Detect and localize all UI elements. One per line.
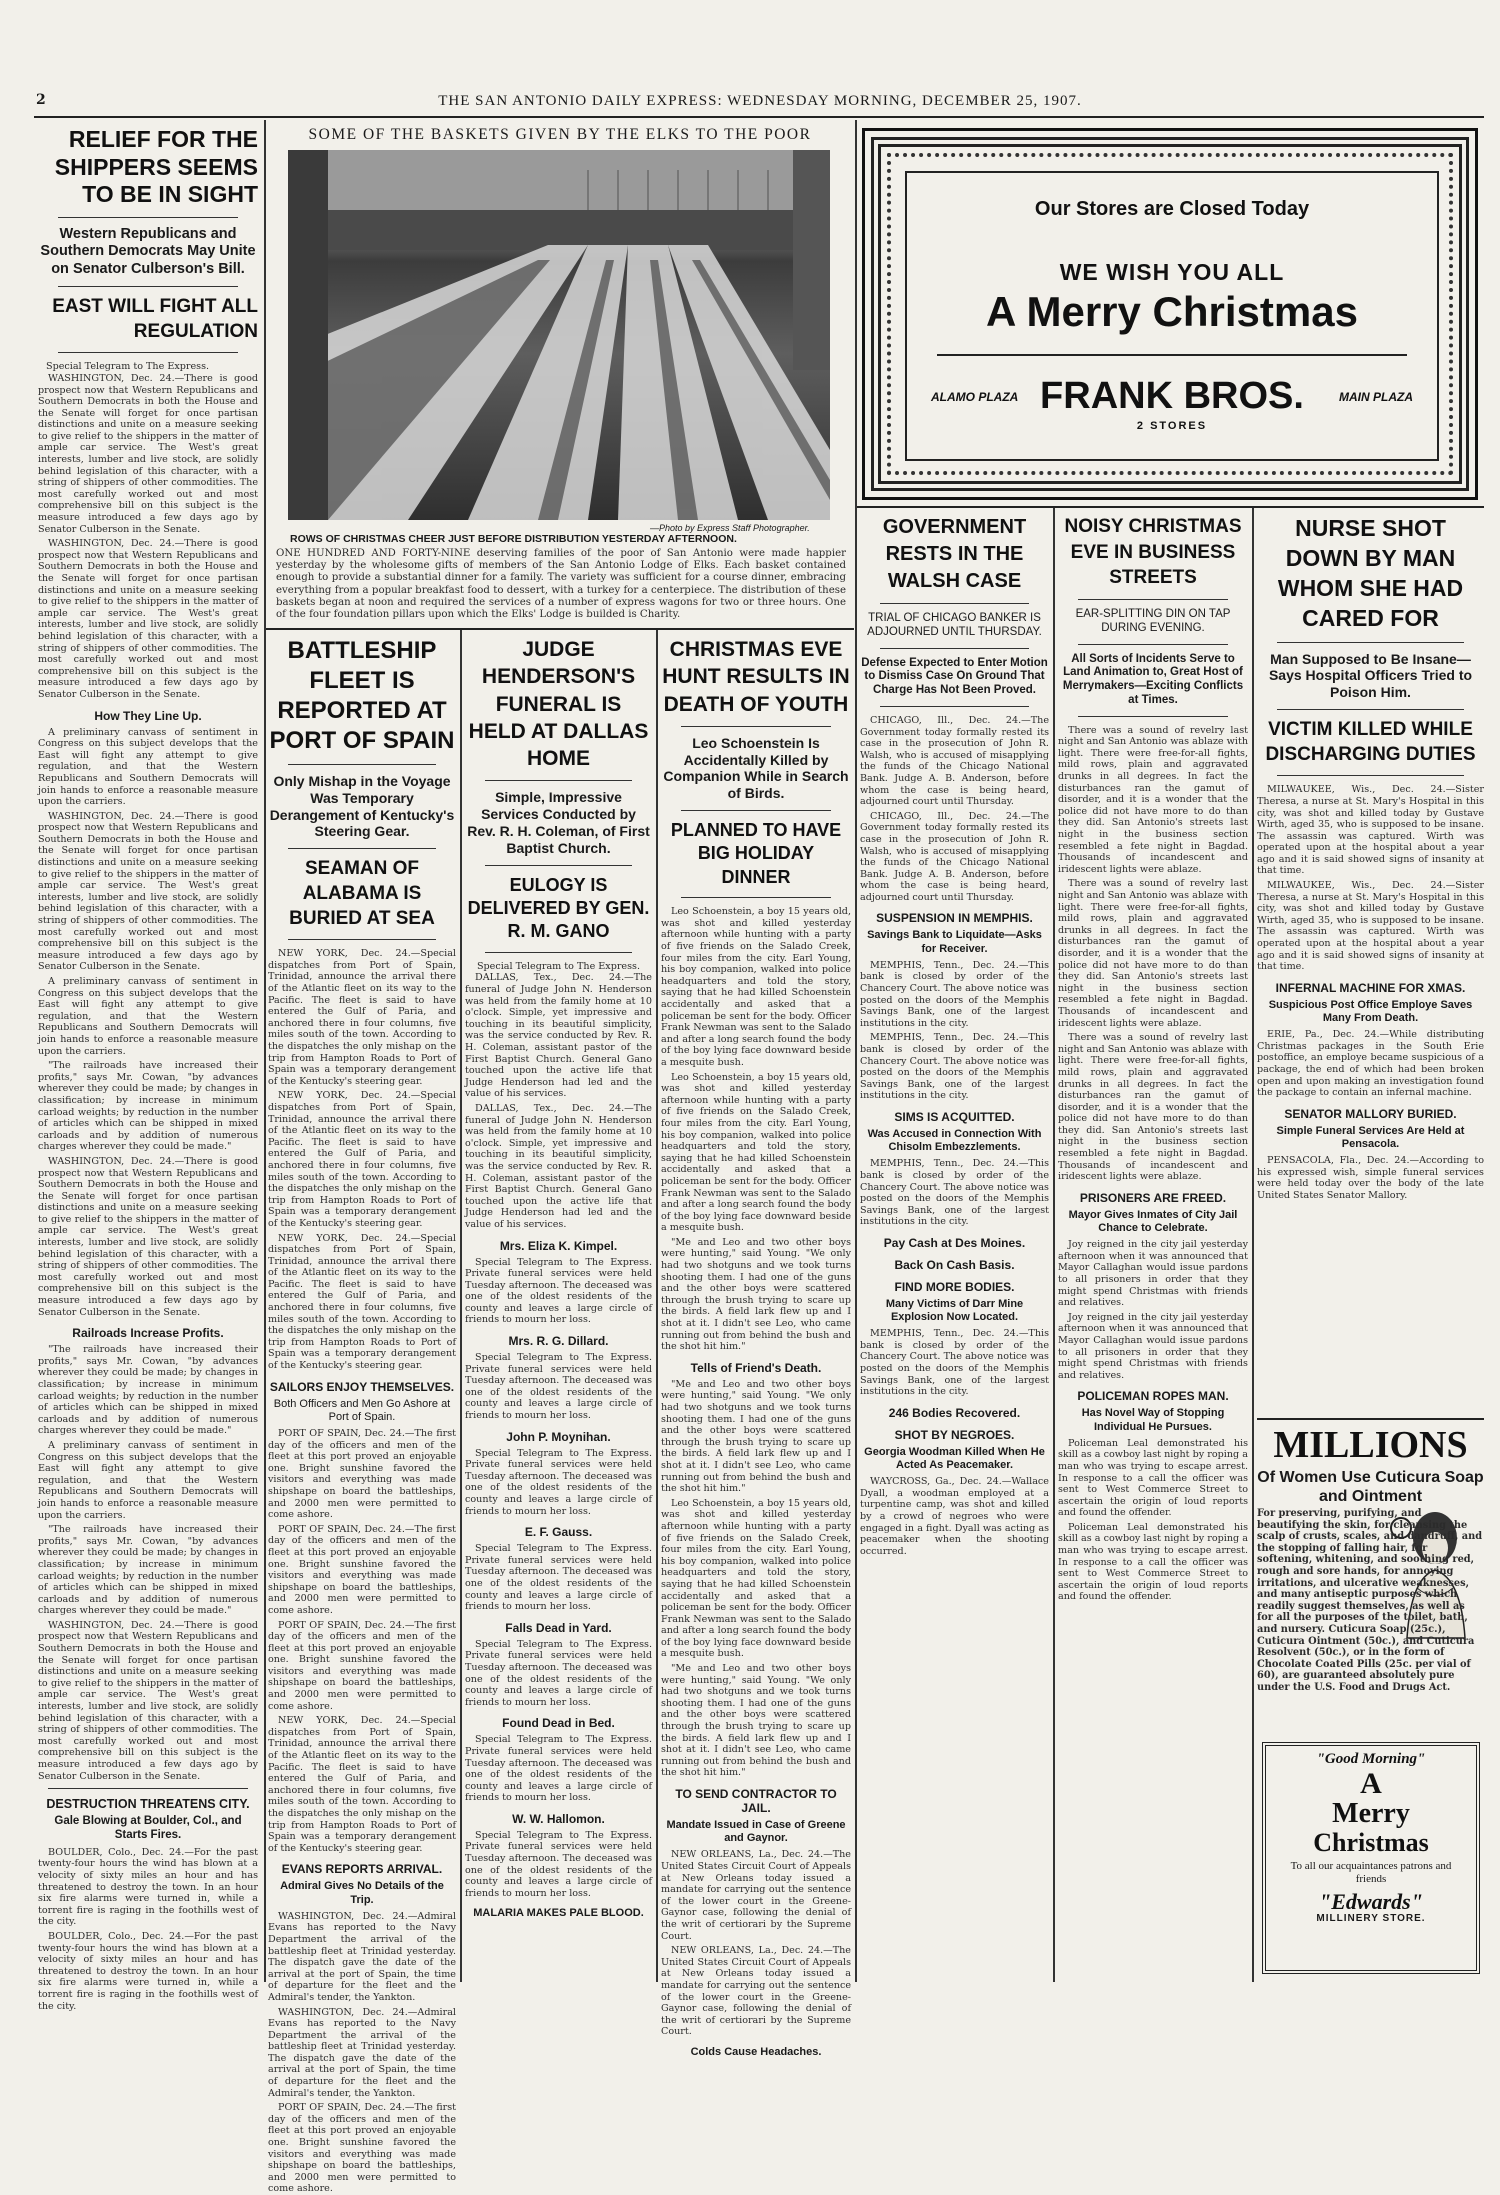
ad-closed-today: Our Stores are Closed Today — [1034, 198, 1310, 220]
deck-prisoners: Mayor Gives Inmates of City Jail Chance to Celebrate. — [1068, 1208, 1238, 1235]
subhead-sailors: SAILORS ENJOY THEMSELVES. — [269, 1379, 455, 1394]
story-sims-body: MEMPHIS, Tenn., Dec. 24.—This bank is closed by order of the Chancery Court. The above notice was posted on the doors of the Memphis Savings Bank, one of the largest institutions in the city. — [860, 1158, 1049, 1228]
photo-story: ONE HUNDRED AND FORTY-NINE deserving families of the poor of San Antonio were made happier yesterday by the wholesome gifts of members of the San Antonio Lodge of Elks. Each basket contained enough to provide a substantial dinner for a family. The variety was sufficient for a course dinner, embracing everything from a popular breakfast food to dessert, with a turkey for a centerpiece. The distribution of these baskets began at noon and required the services of a number of express wagons for two or three hours. One of the four foundation pillars upon which the Elks' Lodge is builded is Charity. — [276, 548, 846, 621]
story-kimpel-body: Special Telegram to The Express. Private funeral services were held Tuesday afternoon. The deceased was one of the oldest residents of the county and leaves a large circle of friends to mourn her loss. — [465, 1256, 652, 1326]
column-noisy-christmas — [1058, 514, 1248, 1982]
column-christmas-hunt — [661, 636, 851, 2058]
story-bodies-body: MEMPHIS, Tenn., Dec. 24.—This bank is closed by order of the Chancery Court. The above notice was posted on the doors of the Memphis Savings Bank, one of the largest institutions in the city. — [860, 1328, 1049, 1398]
deck-relief: Western Republicans and Southern Democrats May Unite on Senator Culberson's Bill. — [40, 225, 256, 277]
edwards-a: A — [1360, 1766, 1382, 1800]
subhead-prisoners: PRISONERS ARE FREED. — [1079, 1190, 1227, 1205]
column-walsh-case — [860, 514, 1049, 1982]
deck-hunt: Leo Schoenstein Is Accidentally Killed by Companion While in Search of Birds. — [663, 734, 849, 802]
deck-judge: Simple, Impressive Services Conducted by Rev. R. H. Coleman, of First Baptist Church. — [467, 789, 650, 856]
photo-caption: ROWS OF CHRISTMAS CHEER JUST BEFORE DISTRIBUTION YESTERDAY AFTERNOON. — [290, 533, 737, 545]
column-battleship-fleet — [268, 636, 456, 2195]
story-noisy-body: There was a sound of revelry last night and San Antonio was ablaze with light. There were free-for-all fights, mild rows, plain and aggravated drunks in all degrees. In fact the disturbances ran the gamut of disorder, and it is a wonder that the police did not have more to do than they did. San Antonio's streets last night in the business section resembled a fete night in Bagdad. Thousands of incandescent and iridescent lights were ablaze. There was a sound of revelry last night and San Antonio was ablaze with light. There were free-for-all fights, mild rows, plain and aggravated drunks in all degrees. In fact the disturbances ran the gamut of disorder, and it is a wonder that the police did not have more to do than they did. San Antonio's streets last night in the business section resembled a fete night in Bagdad. Thousands of incandescent and iridescent lights were ablaze. There was a sound of revelry last night and San Antonio was ablaze with light. There were free-for-all fights, mild rows, plain and aggravated drunks in all degrees. In fact the disturbances ran the gamut of disorder, and it is a wonder that the police did not have more to do than they did. San Antonio's streets last night in the business section resembled a fete night in Bagdad. Thousands of incandescent and iridescent lights were ablaze. — [1058, 724, 1248, 1183]
deck-sims: Was Accused in Connection With Chisolm Embezzlements. — [867, 1127, 1042, 1154]
headline-judge: JUDGE HENDERSON'S FUNERAL IS HELD AT DALLAS HOME — [468, 638, 649, 771]
headline-destruction: DESTRUCTION THREATENS CITY. — [46, 1797, 250, 1812]
ad-merry-christmas: A Merry Christmas — [986, 288, 1358, 336]
story-moynihan-body: Special Telegram to The Express. Private funeral services were held Tuesday afternoon. The deceased was one of the oldest residents of the county and leaves a large circle of friends to mourn her loss. — [465, 1447, 652, 1517]
story-judge-body: DALLAS, Tex., Dec. 24.—The funeral of Judge John N. Henderson was held from the family home at 10 o'clock. Simple, yet impressive and touching in its beautiful simplicity, was the service conducted by Rev. R. H. Coleman, assistant pastor of the First Baptist Church. General Gano touched upon the active life that Judge Henderson had led and the value of his services. DALLAS, Tex., Dec. 24.—The funeral of Judge John N. Henderson was held from the family home at 10 o'clock. Simple, yet impressive and touching in its beautiful simplicity, was the service conducted by Rev. R. H. Coleman, assistant pastor of the First Baptist Church. General Gano touched upon the active life that Judge Henderson had led and the value of his services. — [465, 972, 652, 1230]
subhead-more-bodies: FIND MORE BODIES. — [894, 1279, 1015, 1294]
deck-mallory: Simple Funeral Services Are Held at Pensacola. — [1276, 1124, 1465, 1150]
subhead-shot-negroes: SHOT BY NEGROES. — [894, 1427, 1015, 1442]
ad-two-stores: 2 STORES — [1136, 420, 1208, 432]
story-hunt-body: Leo Schoenstein, a boy 15 years old, was shot and killed yesterday afternoon while hunting with a party of five friends on the Salado Creek, four miles from the city. Earl Young, his boy companion, walked into police headquarters and told the story, saying that he had killed Schoenstein accidentally and asked that a policeman be sent for the body. Officer Frank Newman was sent to the Salado and after a long search found the body of the boy lying face downward beside a mesquite bush. Leo Schoenstein, a boy 15 years old, was shot and killed yesterday afternoon while hunting with a party of five friends on the Salado Creek, four miles from the city. Earl Young, his boy companion, walked into police headquarters and told the story, saying that he had killed Schoenstein accidentally and asked that a policeman be sent for the body. Officer Frank Newman was sent to the Salado and after a long search found the body of the boy lying face downward beside a mesquite bush. "Me and Leo and two other boys were hunting," said Young. "We only had two shotguns and we took turns shooting them. I had one of the guns and the other boys were scattered through the brush trying to scare up the birds. A field lark flew up and I shot at it. I didn't see Leo, who came running out from behind the bush and the shot hit him." — [661, 906, 851, 1353]
story-contractor-body: NEW ORLEANS, La., Dec. 24.—The United States Circuit Court of Appeals at New Orleans today issued a mandate for carrying out the sentence of the lower court in the Greene-Gaynor case, following the denial of the writ of certiorari by the Supreme Court. NEW ORLEANS, La., Dec. 24.—The United States Circuit Court of Appeals at New Orleans today issued a mandate for carrying out the sentence of the lower court in the Greene-Gaynor case, following the denial of the writ of certiorari by the Supreme Court. — [661, 1849, 851, 2038]
story-friends-death-body: "Me and Leo and two other boys were hunting," said Young. "We only had two shotguns and we took turns shooting them. I had one of the guns and the other boys were scattered through the brush trying to scare up the birds. A field lark flew up and I shot at it. I didn't see Leo, who came running out from behind the bush and the shot hit him." Leo Schoenstein, a boy 15 years old, was shot and killed yesterday afternoon while hunting with a party of five friends on the Salado Creek, four miles from the city. Earl Young, his boy companion, walked into police headquarters and told the story, saying that he had killed Schoenstein accidentally and asked that a policeman be sent for the body. Officer Frank Newman was sent to the Salado and after a long search found the body of the boy lying face downward beside a mesquite bush. "Me and Leo and two other boys were hunting," said Young. "We only had two shotguns and we took turns shooting them. I had one of the guns and the other boys were scattered through the brush trying to scare up the birds. A field lark flew up and I shot at it. I didn't see Leo, who came running out from behind the bush and the shot hit him." — [661, 1378, 851, 1779]
deck-fleet: Only Mishap in the Voyage Was Temporary Derangement of Kentucky's Steering Gear. — [269, 773, 455, 840]
headline-east-fight: EAST WILL FIGHT ALL REGULATION — [52, 295, 258, 342]
subhead-sims: SIMS IS ACQUITTED. — [894, 1109, 1015, 1124]
column-divider — [656, 630, 658, 1982]
story-relief-body: WASHINGTON, Dec. 24.—There is good prospect now that Western Republicans and Southern Democrats in both the House and the Senate will forget for once partisan distinctions and unite on a measure seeking to give relief to the shippers in the matter of ample car service. The West's great interests, lumber and live stock, are solidly behind legislation of this character, with a string of shippers of other commodities. The most carefully worked out and most comprehensive bill on this subject is the measure introduced a few days ago by Senator Culberson in the Senate. WASHINGTON, Dec. 24.—There is good prospect now that Western Republicans and Southern Democrats in both the House and the Senate will forget for once partisan distinctions and unite on a measure seeking to give relief to the shippers in the matter of ample car service. The West's great interests, lumber and live stock, are solidly behind legislation of this character, with a string of shippers of other commodities. The most carefully worked out and most comprehensive bill on this subject is the measure introduced a few days ago by Senator Culberson in the Senate. — [38, 372, 258, 700]
story-fleet-body: NEW YORK, Dec. 24.—Special dispatches from Port of Spain, Trinidad, announce the arrival there of the Atlantic fleet on its way to the Pacific. The fleet is said to have entered the Gulf of Paria, and anchored there in four columns, five miles south of the town. According to the dispatches the only mishap on the trip from Hampton Roads to Port of Spain was a temporary derangement of the Kentucky's steering gear. NEW YORK, Dec. 24.—Special dispatches from Port of Spain, Trinidad, announce the arrival there of the Atlantic fleet on its way to the Pacific. The fleet is said to have entered the Gulf of Paria, and anchored there in four columns, five miles south of the town. According to the dispatches the only mishap on the trip from Hampton Roads to Port of Spain was a temporary derangement of the Kentucky's steering gear. NEW YORK, Dec. 24.—Special dispatches from Port of Spain, Trinidad, announce the arrival there of the Atlantic fleet on its way to the Pacific. The fleet is said to have entered the Gulf of Paria, and anchored there in four columns, five miles south of the town. According to the dispatches the only mishap on the trip from Hampton Roads to Port of Spain was a temporary derangement of the Kentucky's steering gear. — [268, 948, 456, 1372]
cuticura-ad — [1257, 1418, 1484, 1740]
headline-noisy: NOISY CHRISTMAS EVE IN BUSINESS STREETS — [1064, 516, 1242, 589]
deck-contractor: Mandate Issued in Case of Greene and Gaynor. — [666, 1819, 846, 1845]
story-gauss-body: Special Telegram to The Express. Private funeral services were held Tuesday afternoon. The deceased was one of the oldest residents of the county and leaves a large circle of friends to mourn her loss. — [465, 1543, 652, 1613]
subhead-moynihan: John P. Moynihan. — [506, 1429, 611, 1444]
story-sailors-body: PORT OF SPAIN, Dec. 24.—The first day of the officers and men of the fleet at this port proved an enjoyable one. Bright sunshine favored the visitors and everything was made shipshape on board the battleships, and 2000 men were permitted to come ashore. PORT OF SPAIN, Dec. 24.—The first day of the officers and men of the fleet at this port proved an enjoyable one. Bright sunshine favored the visitors and everything was made shipshape on board the battleships, and 2000 men were permitted to come ashore. PORT OF SPAIN, Dec. 24.—The first day of the officers and men of the fleet at this port proved an enjoyable one. Bright sunshine favored the visitors and everything was made shipshape on board the battleships, and 2000 men were permitted to come ashore. NEW YORK, Dec. 24.—Special dispatches from Port of Spain, Trinidad, announce the arrival there of the Atlantic fleet on its way to the Pacific. The fleet is said to have entered the Gulf of Paria, and anchored there in four columns, five miles south of the town. According to the dispatches the only mishap on the trip from Hampton Roads to Port of Spain was a temporary derangement of the Kentucky's steering gear. — [268, 1428, 456, 1854]
story-profits-body: "The railroads have increased their profits," says Mr. Cowan, "by advances wherever they could be made; by changes in classification; by increase in minimum carload weights; by reduction in the number of articles which can be shipped in mixed carloads and by addition of numerous charges wherever they could be made." A preliminary canvass of sentiment in Congress on this subject develops that the East will fight any attempt to give regulation, and that the Western Republicans and Southern Democrats will join hands to enforce a reasonable measure upon the carriers. "The railroads have increased their profits," says Mr. Cowan, "by advances wherever they could be made; by changes in classification; by increase in minimum carload weights; by reduction in the number of articles which can be shipped in mixed carloads and by addition of numerous charges wherever they could be made." WASHINGTON, Dec. 24.—There is good prospect now that Western Republicans and Southern Democrats in both the House and the Senate will forget for once partisan distinctions and unite on a measure seeking to give relief to the shippers in the matter of ample car service. The West's great interests, lumber and live stock, are solidly behind legislation of this character, with a string of shippers of other commodities. The most carefully worked out and most comprehensive bill on this subject is the measure introduced a few days ago by Senator Culberson in the Senate. — [38, 1344, 258, 1782]
deck-walsh: TRIAL OF CHICAGO BANKER IS ADJOURNED UNTIL THURSDAY. — [867, 612, 1042, 638]
deck-walsh-2: Defense Expected to Enter Motion to Dismiss Case On Ground That Charge Has Not Been Proved. — [861, 656, 1048, 697]
cuticura-body: For preserving, purifying, and beautifying the skin, for cleansing the scalp of crusts, scales, and dandruff, and the stopping of falling hair, for softening, whitening, and soothing red, rough and sore hands, for annoying irritations, and ulcerative weaknesses, and many antiseptic purposes which readily suggest themselves, as well as for all the purposes of the toilet, bath, and nursery. Cuticura Soap (25c.), Cuticura Ointment (50c.), and Cuticura Resolvent (50c.), or in the form of Chocolate Coated Pills (25c. per vial of 60), are guaranteed absolutely pure under the U.S. Food and Drugs Act. — [1257, 1508, 1483, 1693]
elks-baskets-photo — [288, 150, 830, 520]
edwards-name: "Edwards" — [1319, 1889, 1423, 1915]
headline-eulogy: EULOGY IS DELIVERED BY GEN. R. M. GANO — [467, 874, 650, 942]
subhead-friends-death: Tells of Friend's Death. — [690, 1360, 822, 1375]
headline-fleet: BATTLESHIP FLEET IS REPORTED AT PORT OF SPAIN — [269, 637, 455, 754]
subhead-found-dead: Found Dead in Bed. — [502, 1716, 615, 1731]
ad-main-plaza: MAIN PLAZA — [1339, 390, 1413, 404]
story-line-up-body: A preliminary canvass of sentiment in Congress on this subject develops that the East will fight any attempt to give regulation, and that the Western Republicans and Southern Democrats will join hands to enforce a reasonable measure upon the carriers. WASHINGTON, Dec. 24.—There is good prospect now that Western Republicans and Southern Democrats in both the House and the Senate will forget for once partisan distinctions and unite on a measure seeking to give relief to the shippers in the matter of ample car service. The West's great interests, lumber and live stock, are solidly behind legislation of this character, with a string of shippers of other commodities. The most carefully worked out and most comprehensive bill on this subject is the measure introduced a few days ago by Senator Culberson in the Senate. A preliminary canvass of sentiment in Congress on this subject develops that the East will fight any attempt to give regulation, and that the Western Republicans and Southern Democrats will join hands to enforce a reasonable measure upon the carriers. "The railroads have increased their profits," says Mr. Cowan, "by advances wherever they could be made; by changes in classification; by increase in minimum carload weights; by reduction in the number of articles which can be shipped in mixed carloads and by addition of numerous charges wherever they could be made." WASHINGTON, Dec. 24.—There is good prospect now that Western Republicans and Southern Democrats in both the House and the Senate will forget for once partisan distinctions and unite on a measure seeking to give relief to the shippers in the matter of ample car service. The West's great interests, lumber and live stock, are solidly behind legislation of this character, with a string of shippers of other commodities. The most carefully worked out and most comprehensive bill on this subject is the measure introduced a few days ago by Senator Culberson in the Senate. — [38, 726, 258, 1318]
cuticura-headline: MILLIONS — [1273, 1424, 1468, 1466]
story-shot-body: WAYCROSS, Ga., Dec. 24.—Wallace Dyall, a woodman employed at a turpentine camp, was shot and killed by a crowd of negroes who were engaged in a fight. Dyall was acting as peacemaker when the shooting occurred. — [860, 1476, 1049, 1557]
story-hallomon-body: Special Telegram to The Express. Private funeral services were held Tuesday afternoon. The deceased was one of the oldest residents of the county and leaves a large circle of friends to mourn her loss. — [465, 1829, 652, 1899]
story-dillard-body: Special Telegram to The Express. Private funeral services were held Tuesday afternoon. The deceased was one of the oldest residents of the county and leaves a large circle of friends to mourn her loss. — [465, 1352, 652, 1422]
subhead-cash-basis: Back On Cash Basis. — [894, 1257, 1015, 1272]
story-falls-body: Special Telegram to The Express. Private funeral services were held Tuesday afternoon. The deceased was one of the oldest residents of the county and leaves a large circle of friends to mourn her loss. — [465, 1638, 652, 1708]
headline-victim: VICTIM KILLED WHILE DISCHARGING DUTIES — [1265, 718, 1476, 765]
subhead-mallory: SENATOR MALLORY BURIED. — [1284, 1106, 1457, 1121]
subhead-246-bodies: 246 Bodies Recovered. — [888, 1405, 1021, 1420]
photo-title: SOME OF THE BASKETS GIVEN BY THE ELKS TO THE POOR — [308, 126, 812, 143]
subhead-dillard: Mrs. R. G. Dillard. — [508, 1334, 609, 1349]
subhead-falls-dead: Falls Dead in Yard. — [505, 1620, 612, 1635]
headline-dinner: PLANNED TO HAVE BIG HOLIDAY DINNER — [670, 820, 842, 887]
edwards-to-all: To all our acquaintances patrons and friends — [1290, 1859, 1452, 1886]
subhead-malaria: MALARIA MAKES PALE BLOOD. — [473, 1907, 644, 1920]
edwards-merry: Merry — [1332, 1798, 1410, 1830]
column-divider — [460, 630, 462, 1982]
ad-wish: WE WISH YOU ALL — [1059, 259, 1285, 285]
story-walsh-body: CHICAGO, Ill., Dec. 24.—The Government today formally rested its case in the prosecution of John R. Walsh, who is accused of misapplying the funds of the Chicago National Bank. Judge A. B. Anderson, before whom the case is being heard, adjourned court until Thursday. CHICAGO, Ill., Dec. 24.—The Government today formally rested its case in the prosecution of John R. Walsh, who is accused of misapplying the funds of the Chicago National Bank. Judge A. B. Anderson, before whom the case is being heard, adjourned court until Thursday. — [860, 714, 1049, 903]
ad-alamo-plaza: ALAMO PLAZA — [931, 390, 1019, 404]
edwards-ad — [1262, 1742, 1480, 1974]
section-rule — [266, 628, 854, 630]
deck-more-bodies: Many Victims of Darr Mine Explosion Now Located. — [885, 1297, 1024, 1324]
story-nurse-body: MILWAUKEE, Wis., Dec. 24.—Sister Theresa, a nurse at St. Mary's Hospital in this city, was shot and killed today by Gustave Wirth, aged 35, who is supposed to be insane. The assassin was captured. Wirth was operated upon at the hospital about a year ago and it is said showed signs of insanity at that time. MILWAUKEE, Wis., Dec. 24.—Sister Theresa, a nurse at St. Mary's Hospital in this city, was shot and killed today by Gustave Wirth, aged 35, who is supposed to be insane. The assassin was captured. Wirth was operated upon at the hospital about a year ago and it is said showed signs of insanity at that time. — [1257, 784, 1484, 973]
subhead-kimpel: Mrs. Eliza K. Kimpel. — [499, 1238, 618, 1253]
deck-policeman: Has Novel Way of Stopping Individual He Pursues. — [1081, 1407, 1225, 1433]
photo-credit: —Photo by Express Staff Photographer. — [650, 523, 810, 533]
cuticura-subhead: Of Women Use Cuticura Soap and Ointment — [1257, 1468, 1484, 1506]
section-rule — [857, 506, 1484, 508]
column-divider — [1252, 508, 1254, 1982]
story-infernal-body: ERIE, Pa., Dec. 24.—While distributing Christmas packages in the South Erie postoffice, an employe became suspicious of a package, the end of which had been broken open and upon making an investigation found the package to contain an infernal machine. — [1257, 1029, 1484, 1099]
subhead-infernal: INFERNAL MACHINE FOR XMAS. — [1275, 980, 1466, 995]
subhead-memphis: SUSPENSION IN MEMPHIS. — [876, 911, 1033, 926]
deck-noisy: EAR-SPLITTING DIN ON TAP DURING EVENING. — [1075, 607, 1231, 634]
subhead-contractor: TO SEND CONTRACTOR TO JAIL. — [675, 1787, 837, 1815]
subhead-policeman: POLICEMAN ROPES MAN. — [1077, 1389, 1229, 1404]
column-divider — [264, 120, 266, 1982]
subhead-gauss: E. F. Gauss. — [524, 1525, 593, 1540]
page-number: 2 — [36, 92, 46, 108]
headline-relief: RELIEF FOR THE SHIPPERS SEEMS TO BE IN SIGHT — [54, 126, 258, 208]
deck-evans: Admiral Gives No Details of the Trip. — [280, 1880, 444, 1906]
dateline-judge: Special Telegram to The Express. — [476, 960, 641, 972]
masthead-title: THE SAN ANTONIO DAILY EXPRESS: WEDNESDAY MORNING, DECEMBER 25, 1907. — [438, 93, 1082, 109]
subhead-profits: Railroads Increase Profits. — [72, 1326, 224, 1341]
story-destruction-body: BOULDER, Colo., Dec. 24.—For the past twenty-four hours the wind has blown at a velocity of sixty miles an hour and has threatened to destroy the town. In an hour six fire alarms were turned in, while a torrent fire is raging in the foothills west of the city. BOULDER, Colo., Dec. 24.—For the past twenty-four hours the wind has blown at a velocity of sixty miles an hour and has threatened to destroy the town. In an hour six fire alarms were turned in, while a torrent fire is raging in the foothills west of the city. — [38, 1846, 258, 2012]
subhead-hallomon: W. W. Hallomon. — [512, 1811, 605, 1826]
subhead-des-moines: Pay Cash at Des Moines. — [883, 1235, 1026, 1250]
subhead-line-up: How They Line Up. — [94, 708, 202, 723]
headline-walsh: GOVERNMENT RESTS IN THE WALSH CASE — [882, 516, 1027, 592]
column-nurse-shot — [1257, 514, 1484, 1414]
deck-destruction: Gale Blowing at Boulder, Col., and Starts Fires. — [54, 1815, 242, 1841]
column-relief-shippers — [38, 126, 258, 2012]
column-divider — [1053, 508, 1055, 1982]
edwards-greeting: "Good Morning" — [1316, 1751, 1426, 1767]
story-evans-body: WASHINGTON, Dec. 24.—Admiral Evans has reported to the Navy Department the arrival of the battleship fleet at Trinidad yesterday. The dispatch gave the date of the arrival at the port of Spain, the time of departure for the fleet and the Admiral's tender, the Yankton. WASHINGTON, Dec. 24.—Admiral Evans has reported to the Navy Department the arrival of the battleship fleet at Trinidad yesterday. The dispatch gave the date of the arrival at the port of Spain, the time of departure for the fleet and the Admiral's tender, the Yankton. PORT OF SPAIN, Dec. 24.—The first day of the officers and men of the fleet at this port proved an enjoyable one. Bright sunshine favored the visitors and everything was made shipshape on board the battleships, and 2000 men were permitted to come ashore. — [268, 1910, 456, 2195]
column-divider — [855, 120, 857, 1982]
dateline: Special Telegram to The Express. — [46, 361, 210, 373]
deck-sailors: Both Officers and Men Go Ashore at Port of Spain. — [273, 1397, 451, 1423]
story-prisoners-body: Joy reigned in the city jail yesterday afternoon when it was announced that Mayor Callaghan would issue pardons to all prisoners in order that they might spend Christmas with friends and relatives. Joy reigned in the city jail yesterday afternoon when it was announced that Mayor Callaghan would issue pardons to all prisoners in order that they might spend Christmas with friends and relatives. — [1058, 1239, 1248, 1381]
column-judge-henderson — [465, 636, 652, 1982]
masthead-rule — [34, 116, 1484, 118]
headline-hunt: CHRISTMAS EVE HUNT RESULTS IN DEATH OF YOUTH — [662, 638, 850, 716]
story-memphis-body: MEMPHIS, Tenn., Dec. 24.—This bank is closed by order of the Chancery Court. The above notice was posted on the doors of the Memphis Savings Bank, one of the largest institutions in the city. MEMPHIS, Tenn., Dec. 24.—This bank is closed by order of the Chancery Court. The above notice was posted on the doors of the Memphis Savings Bank, one of the largest institutions in the city. — [860, 959, 1049, 1102]
story-policeman-body: Policeman Leal demonstrated his skill as a cowboy last night by roping a man who was trying to escape arrest. In response to a call the officer was sent to West Commerce Street to ascertain the origin of loud reports and found the offender. Policeman Leal demonstrated his skill as a cowboy last night by roping a man who was trying to escape arrest. In response to a call the officer was sent to West Commerce Street to ascertain the origin of loud reports and found the offender. — [1058, 1437, 1248, 1603]
headline-seaman: SEAMAN OF ALABAMA IS BURIED AT SEA — [289, 858, 435, 929]
story-found-body: Special Telegram to The Express. Private funeral services were held Tuesday afternoon. The deceased was one of the oldest residents of the county and leaves a large circle of friends to mourn her loss. — [465, 1734, 652, 1804]
ad-frank-bros: FRANK BROS. — [1040, 375, 1304, 417]
deck-noisy-2: All Sorts of Incidents Serve to Land Animation to, Great Host of Merrymakers—Exciting Conflicts at Times. — [1062, 652, 1244, 706]
deck-infernal: Suspicious Post Office Employe Saves Many From Death. — [1268, 998, 1473, 1025]
story-mallory-body: PENSACOLA, Fla., Dec. 24.—According to his expressed wish, simple funeral services were held today over the body of the late United States Senator Mallory. — [1257, 1155, 1484, 1201]
edwards-store: MILLINERY STORE. — [1316, 1913, 1426, 1925]
deck-nurse: Man Supposed to Be Insane—Says Hospital Officers Tried to Poison Him. — [1268, 650, 1473, 701]
frank-bros-ad — [862, 128, 1478, 500]
deck-shot: Georgia Woodman Killed When He Acted As Peacemaker. — [864, 1445, 1045, 1472]
headline-nurse: NURSE SHOT DOWN BY MAN WHOM SHE HAD CARED FOR — [1277, 515, 1464, 631]
deck-memphis: Savings Bank to Liquidate—Asks for Receiver. — [867, 929, 1042, 955]
subhead-evans: EVANS REPORTS ARRIVAL. — [281, 1862, 443, 1877]
photo-section — [270, 126, 850, 626]
subhead-colds: Colds Cause Headaches. — [690, 2045, 822, 2058]
edwards-christmas: Christmas — [1313, 1827, 1429, 1857]
